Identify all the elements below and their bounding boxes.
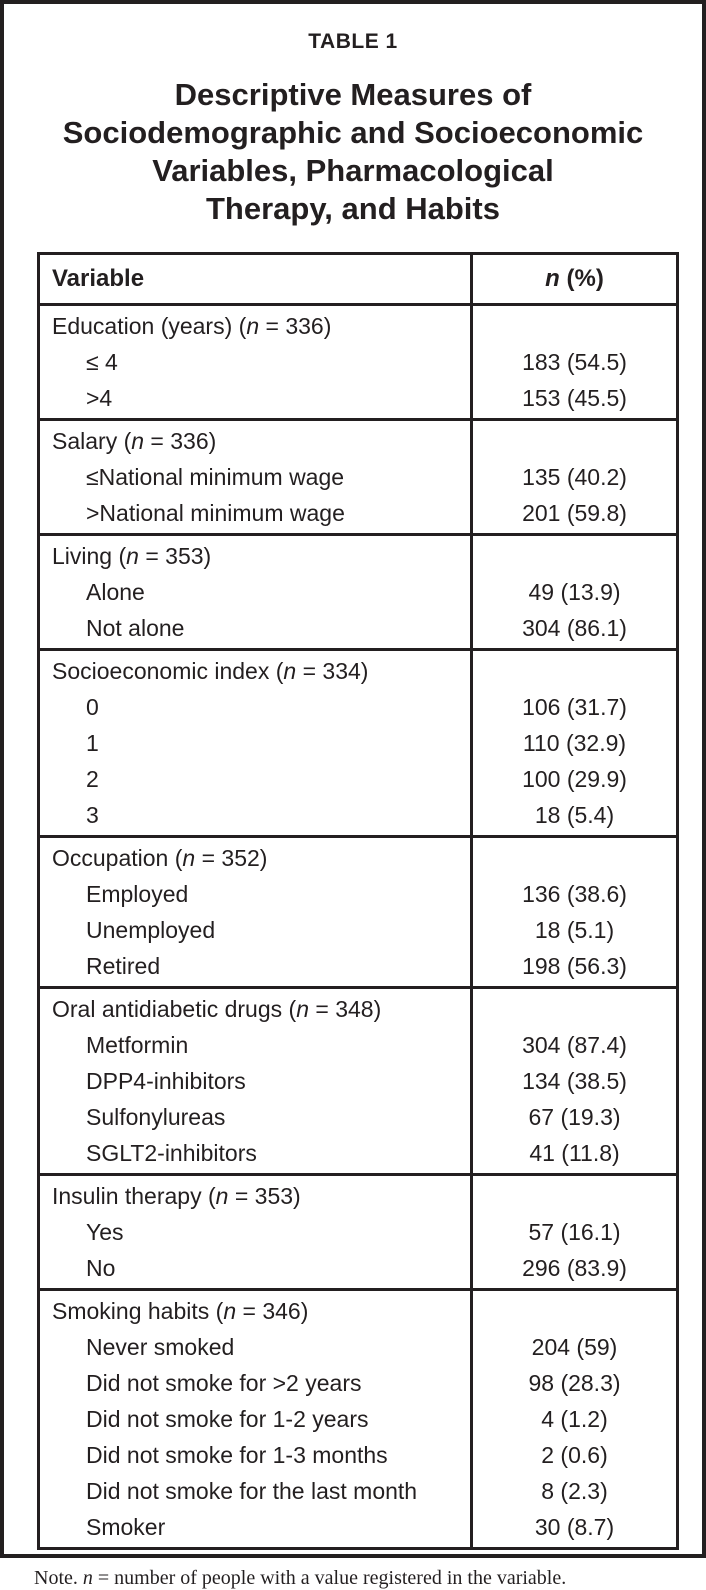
table-row	[39, 344, 678, 380]
row-label-cell: Did not smoke for 1-3 months	[86, 1442, 388, 1468]
section-label-pre: Smoking habits (	[52, 1298, 224, 1324]
row-label-cell: Did not smoke for the last month	[86, 1478, 418, 1504]
table-row	[39, 1509, 678, 1549]
section-label-pre: Education (years) (	[52, 313, 247, 339]
section-label-value-cell	[472, 650, 678, 690]
row-value-cell: 136 (38.6)	[472, 876, 678, 912]
section-label-row	[39, 988, 678, 1028]
row-value-cell: 98 (28.3)	[472, 1365, 678, 1401]
table-header-value	[472, 254, 678, 305]
section-label-pre: Occupation (	[52, 845, 183, 871]
row-value-cell: 8 (2.3)	[472, 1473, 678, 1509]
row-value-cell: 106 (31.7)	[472, 689, 678, 725]
row-value-cell: 2 (0.6)	[472, 1437, 678, 1473]
section-label-cell	[39, 420, 472, 460]
section-label-post: = 353)	[138, 543, 212, 569]
row-label-cell: ≤ 4	[86, 349, 118, 375]
section-label-post: = 336)	[259, 313, 332, 339]
section-label-cell	[39, 535, 472, 575]
table-row	[39, 1214, 678, 1250]
row-value-cell: 201 (59.8)	[472, 495, 678, 535]
section-label-pre: Socioeconomic index (	[52, 658, 284, 684]
section-label-n: n	[283, 658, 297, 684]
row-label-cell: Alone	[86, 579, 145, 605]
row-label-cell: 0	[86, 694, 99, 720]
row-label-cell: No	[86, 1255, 116, 1281]
row-label-cell: ≤National minimum wage	[86, 464, 345, 490]
section-label-n: n	[126, 543, 139, 569]
section-label-value-cell	[472, 837, 678, 877]
row-label-cell: 1	[86, 730, 99, 756]
section-label-row	[39, 837, 678, 877]
row-value-cell: 30 (8.7)	[472, 1509, 678, 1549]
figure-title-line: Therapy, and Habits	[206, 191, 500, 226]
table-row	[39, 797, 678, 837]
section-label-post: = 346)	[236, 1298, 309, 1324]
row-label-cell: DPP4-inhibitors	[86, 1068, 246, 1094]
row-label-cell: 2	[86, 766, 99, 792]
section-label-pre: Salary (	[52, 428, 132, 454]
section-label-n: n	[296, 996, 309, 1022]
section-label-row	[39, 1175, 678, 1215]
figure-title-line: Sociodemographic and Socioeconomic	[62, 115, 644, 150]
table-row	[39, 380, 678, 420]
section-label-value-cell	[472, 1175, 678, 1215]
section-label-row	[39, 305, 678, 345]
section-label-pre: Living (	[52, 543, 127, 569]
section-label-cell	[39, 305, 472, 345]
row-label-cell: Retired	[86, 953, 161, 979]
row-label-cell: Unemployed	[86, 917, 216, 943]
table-row	[39, 574, 678, 610]
table-row	[39, 1365, 678, 1401]
row-label-cell: >4	[86, 385, 113, 411]
row-label-cell: Did not smoke for 1-2 years	[86, 1406, 369, 1432]
section-label-n: n	[223, 1298, 237, 1324]
table-row	[39, 1027, 678, 1063]
table-row	[39, 1250, 678, 1290]
section-label-n: n	[131, 428, 145, 454]
row-value-cell: 49 (13.9)	[472, 574, 678, 610]
table-header-variable: Variable	[39, 254, 472, 305]
table-row	[39, 459, 678, 495]
section-label-row	[39, 420, 678, 460]
section-label-cell	[39, 1290, 472, 1330]
row-label-cell: SGLT2-inhibitors	[86, 1140, 257, 1166]
row-label-cell: >National minimum wage	[86, 500, 345, 526]
table-row	[39, 1329, 678, 1365]
section-label-value-cell	[472, 988, 678, 1028]
row-label-cell: Metformin	[86, 1032, 189, 1058]
row-value-cell: 204 (59)	[472, 1329, 678, 1365]
footnote	[34, 1567, 702, 1590]
row-label-cell: Not alone	[86, 615, 185, 641]
section-label-pre: Oral antidiabetic drugs (	[52, 996, 297, 1022]
section-label-cell	[39, 837, 472, 877]
section-label-pre: Insulin therapy (	[52, 1183, 216, 1209]
section-label-n: n	[215, 1183, 229, 1209]
row-label-cell: 3	[86, 802, 99, 828]
section-label-cell	[39, 988, 472, 1028]
row-value-cell: 153 (45.5)	[472, 380, 678, 420]
table-row	[39, 689, 678, 725]
section-label-value-cell	[472, 420, 678, 460]
row-label-cell: Smoker	[86, 1514, 166, 1540]
table-row	[39, 1437, 678, 1473]
row-value-cell: 110 (32.9)	[472, 725, 678, 761]
section-label-post: = 336)	[144, 428, 217, 454]
table-label: TABLE 1	[308, 30, 398, 53]
section-label-value-cell	[472, 305, 678, 345]
table-header-value-n: n	[545, 265, 560, 292]
section-label-post: = 353)	[228, 1183, 301, 1209]
row-label-cell: Sulfonylureas	[86, 1104, 226, 1130]
table-row	[39, 1473, 678, 1509]
row-value-cell: 135 (40.2)	[472, 459, 678, 495]
row-value-cell: 304 (87.4)	[472, 1027, 678, 1063]
row-value-cell: 296 (83.9)	[472, 1250, 678, 1290]
footnote-prefix: Note.	[34, 1567, 83, 1589]
figure-title-line: Descriptive Measures of	[174, 77, 532, 112]
table-row	[39, 725, 678, 761]
row-value-cell: 100 (29.9)	[472, 761, 678, 797]
row-value-cell: 18 (5.4)	[472, 797, 678, 837]
row-label-cell: Employed	[86, 881, 189, 907]
footnote-rest: = number of people with a value registered in the variable.	[92, 1567, 567, 1589]
row-label-cell: Did not smoke for >2 years	[86, 1370, 362, 1396]
table-row	[39, 912, 678, 948]
row-value-cell: 57 (16.1)	[472, 1214, 678, 1250]
table-row	[39, 948, 678, 988]
section-label-post: = 348)	[308, 996, 382, 1022]
table-header-value-rest: (%)	[559, 265, 604, 292]
table-row	[39, 610, 678, 650]
footnote-n: n	[82, 1567, 93, 1589]
row-label-cell: Yes	[86, 1219, 124, 1245]
section-label-cell	[39, 650, 472, 690]
row-value-cell: 4 (1.2)	[472, 1401, 678, 1437]
row-value-cell: 18 (5.1)	[472, 912, 678, 948]
row-value-cell: 198 (56.3)	[472, 948, 678, 988]
section-label-post: = 334)	[296, 658, 369, 684]
row-value-cell: 41 (11.8)	[472, 1135, 678, 1175]
figure-title	[4, 76, 702, 228]
section-label-post: = 352)	[195, 845, 268, 871]
table-row	[39, 1063, 678, 1099]
table-row	[39, 761, 678, 797]
row-value-cell: 304 (86.1)	[472, 610, 678, 650]
row-value-cell: 183 (54.5)	[472, 344, 678, 380]
row-value-cell: 134 (38.5)	[472, 1063, 678, 1099]
figure-title-line: Variables, Pharmacological	[152, 153, 554, 188]
section-label-row	[39, 535, 678, 575]
row-label-cell: Never smoked	[86, 1334, 235, 1360]
table-header-row	[39, 254, 678, 305]
section-label-n: n	[182, 845, 196, 871]
table-body	[39, 305, 678, 1549]
section-label-n: n	[246, 313, 260, 339]
table-row	[39, 1401, 678, 1437]
table-row	[39, 876, 678, 912]
section-label-value-cell	[472, 1290, 678, 1330]
data-table	[37, 252, 679, 1550]
section-label-cell	[39, 1175, 472, 1215]
table-row	[39, 1135, 678, 1175]
row-value-cell: 67 (19.3)	[472, 1099, 678, 1135]
table-row	[39, 495, 678, 535]
table-row	[39, 1099, 678, 1135]
section-label-row	[39, 650, 678, 690]
section-label-row	[39, 1290, 678, 1330]
section-label-value-cell	[472, 535, 678, 575]
